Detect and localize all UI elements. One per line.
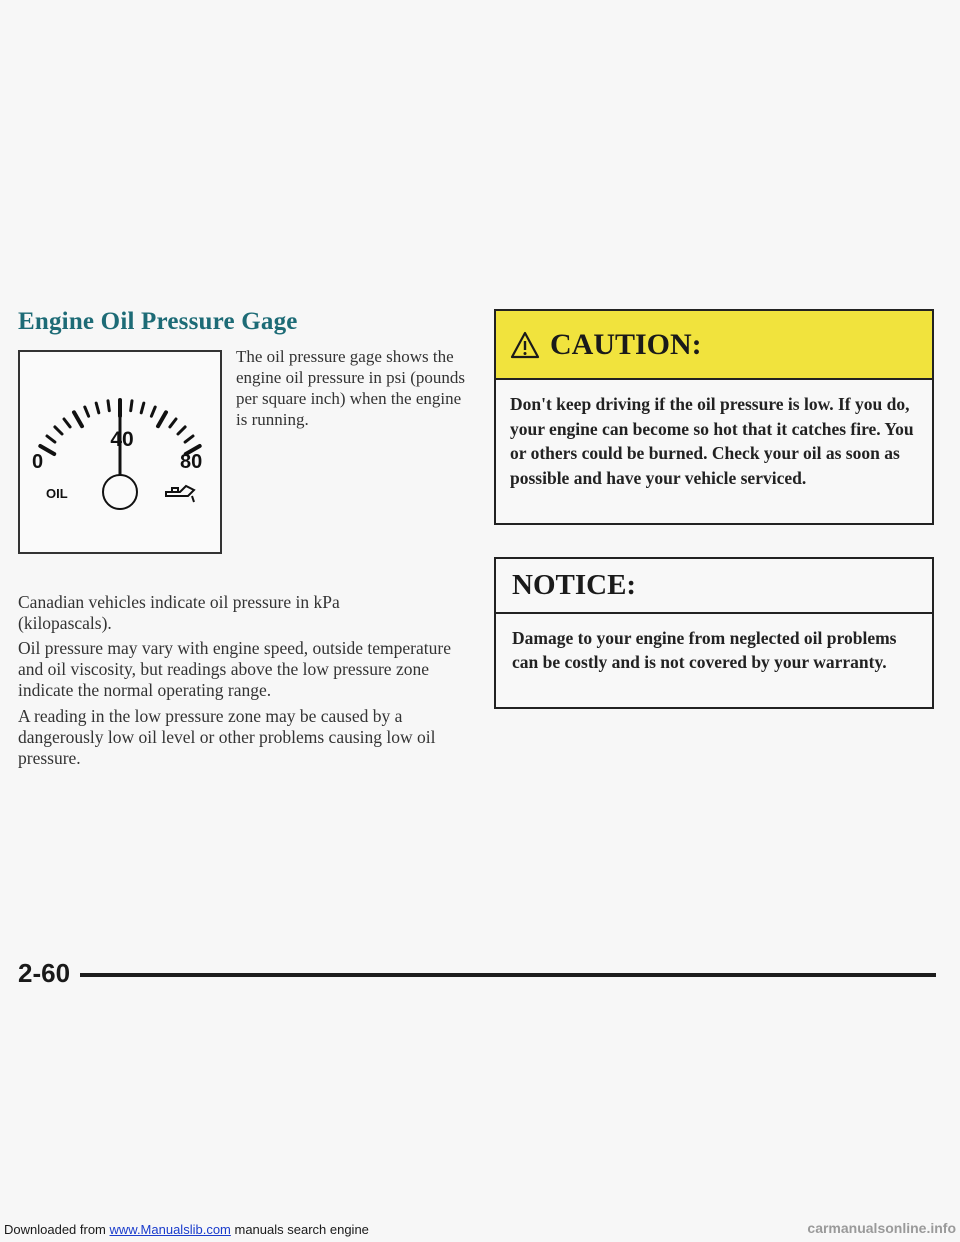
footer-rule [80, 973, 936, 977]
gauge-tick [178, 427, 185, 434]
watermark: carmanualsonline.info [807, 1220, 956, 1236]
footer-prefix: Downloaded from [4, 1222, 110, 1237]
gauge-tick [64, 419, 70, 427]
caution-text: Don't keep driving if the oil pressure is low. If you do, your engine can become so hot that it catches fire. You or others could be burned. Check your oil as soon as possible and have your vehicle serviced. [510, 394, 914, 488]
caution-heading: CAUTION: [550, 327, 702, 361]
gauge-tick [185, 436, 193, 442]
paragraph-text: Oil pressure may vary with engine speed, outside temperature and oil viscosity, but readings above the low pressure zone indicate the normal operating range. [18, 638, 451, 700]
section-title: Engine Oil Pressure Gage [18, 308, 298, 335]
gauge-tick [170, 419, 176, 427]
manualslib-link[interactable]: www.Manualslib.com [109, 1222, 231, 1237]
paragraph-variation [18, 638, 468, 701]
paragraph-canadian [18, 592, 358, 634]
gauge-hub [103, 475, 137, 509]
gauge-label-zero: 0 [32, 451, 44, 473]
notice-heading: NOTICE: [496, 559, 932, 614]
warning-triangle-icon [510, 331, 540, 359]
gauge-label-max: 80 [180, 451, 203, 473]
gauge-tick [55, 427, 62, 434]
oil-pressure-gauge-illustration [18, 350, 222, 554]
footer-suffix: manuals search engine [230, 1222, 369, 1237]
caution-header [496, 311, 932, 380]
gauge-tick [47, 436, 55, 442]
gauge-tick [131, 401, 132, 411]
gauge-dial [20, 352, 220, 552]
gauge-tick [158, 412, 166, 426]
gauge-tick [96, 403, 99, 413]
gauge-tick [74, 412, 82, 426]
gauge-label-mid: 40 [110, 428, 134, 451]
footer-source [4, 1222, 369, 1237]
paragraph-low-reading [18, 706, 468, 769]
paragraph-text: A reading in the low pressure zone may be caused by a dangerously low oil level or other problems causing low oil pressure. [18, 706, 436, 768]
page-number: 2-60 [18, 958, 71, 988]
paragraph-text: Canadian vehicles indicate oil pressure in kPa (kilopascals). [18, 592, 340, 633]
gauge-tick [141, 403, 144, 413]
gauge-description: The oil pressure gage shows the engine oil pressure in psi (pounds per square inch) when the engine is running. [236, 347, 465, 429]
download-footer [0, 1216, 960, 1242]
notice-text: Damage to your engine from neglected oil problems can be costly and is not covered by your warranty. [512, 628, 897, 672]
caution-box [494, 309, 934, 525]
gauge-label-oil: OIL [46, 486, 68, 501]
gauge-tick [151, 407, 155, 416]
gauge-tick [108, 401, 109, 411]
oil-can-icon [166, 486, 194, 502]
notice-box [494, 557, 934, 709]
gauge-tick [85, 407, 89, 416]
